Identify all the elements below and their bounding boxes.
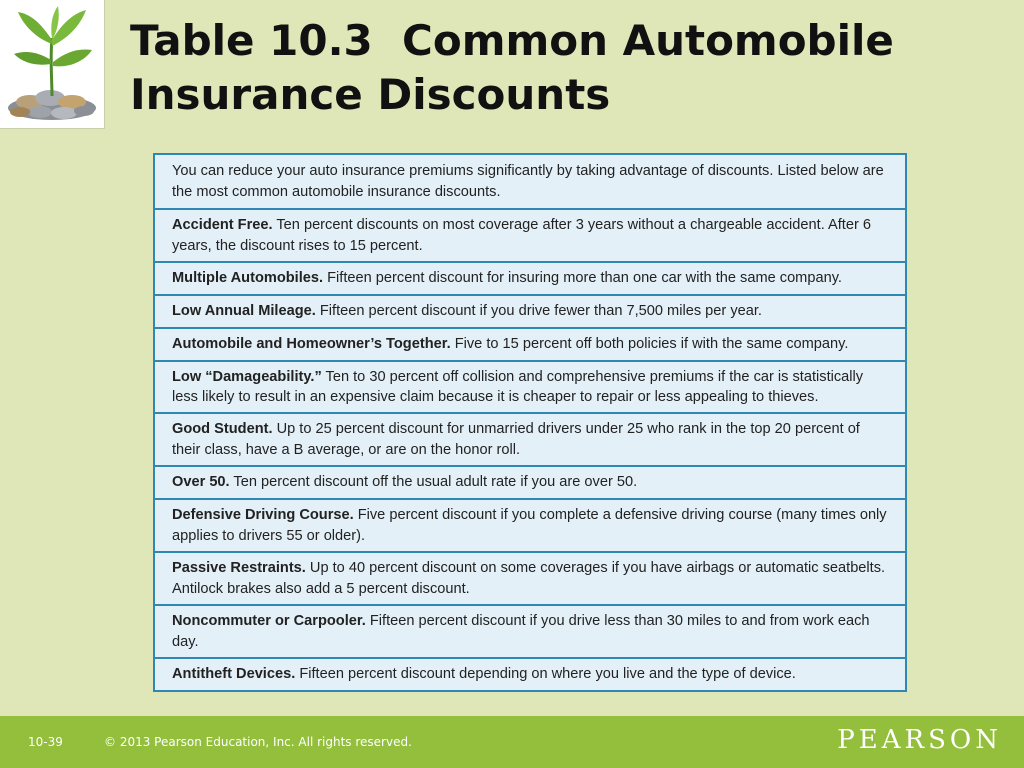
plant-on-coins-icon — [0, 0, 105, 129]
discount-text: Fifteen percent discount if you drive fewer than 7,500 miles per year. — [315, 303, 762, 320]
discount-text: Ten to 30 percent off collision and comprehensive premiums if the car is statistically less likely to result in an expensive claim because it is cheaper to repair or less appealing to thieves. — [172, 368, 864, 405]
discount-term: Low Annual Mileage. — [172, 303, 316, 320]
table-row — [155, 327, 905, 360]
table-row — [155, 551, 905, 604]
discount-text: Ten percent discounts on most coverage after 3 years without a chargeable accident. After 6 years, the discount rises to 15 percent. — [172, 217, 871, 254]
publisher-logo: PEARSON — [837, 725, 1002, 755]
discount-term: Over 50. — [172, 474, 230, 491]
slide-number: 10-39 — [28, 735, 63, 749]
slide-title: Table 10.3 Common Automobile Insurance Discounts — [130, 16, 894, 119]
discount-text: Five to 15 percent off both policies if with the same company. — [450, 336, 849, 353]
discounts-table — [153, 153, 907, 692]
discount-term: Multiple Automobiles. — [172, 270, 324, 287]
table-row — [155, 498, 905, 551]
discount-text: Ten percent discount off the usual adult rate if you are over 50. — [229, 474, 638, 491]
table-row — [155, 208, 905, 261]
discount-text: Five percent discount if you complete a defensive driving course (many times only applies to drivers 55 or older). — [172, 507, 887, 544]
discount-text: Up to 25 percent discount for unmarried drivers under 25 who rank in the top 20 percent of their class, have a B average, or are on the honor roll. — [172, 421, 860, 458]
discount-term: Automobile and Homeowner’s Together. — [172, 336, 451, 353]
discount-term: Antitheft Devices. — [172, 666, 296, 683]
footer-bar — [0, 716, 1024, 768]
discount-term: Low “Damageability.” — [172, 368, 322, 385]
discount-text: Fifteen percent discount for insuring more than one car with the same company. — [323, 270, 842, 287]
table-intro-row — [155, 155, 905, 208]
discount-text: Fifteen percent discount depending on where you live and the type of device. — [295, 666, 796, 683]
discount-term: Passive Restraints. — [172, 560, 306, 576]
discount-term: Good Student. — [172, 421, 273, 437]
discount-text: Up to 40 percent discount on some coverages if you have airbags or automatic seatbelts. Antilock brakes also add a 5 percent discount. — [172, 560, 886, 597]
table-row — [155, 465, 905, 498]
copyright-notice: © 2013 Pearson Education, Inc. All rights reserved. — [104, 735, 412, 749]
table-row — [155, 294, 905, 327]
table-intro: You can reduce your auto insurance premiums significantly by taking advantage of discounts. Listed below are the most common automobile insurance discounts. — [172, 163, 884, 200]
discount-term: Accident Free. — [172, 217, 273, 233]
table-row — [155, 657, 905, 690]
table-row — [155, 604, 905, 657]
table-row — [155, 360, 905, 412]
discount-term: Defensive Driving Course. — [172, 507, 354, 523]
discount-term: Noncommuter or Carpooler. — [172, 613, 366, 629]
table-row — [155, 412, 905, 465]
table-row — [155, 261, 905, 294]
discount-text: Fifteen percent discount if you drive less than 30 miles to and from work each day. — [172, 613, 870, 650]
